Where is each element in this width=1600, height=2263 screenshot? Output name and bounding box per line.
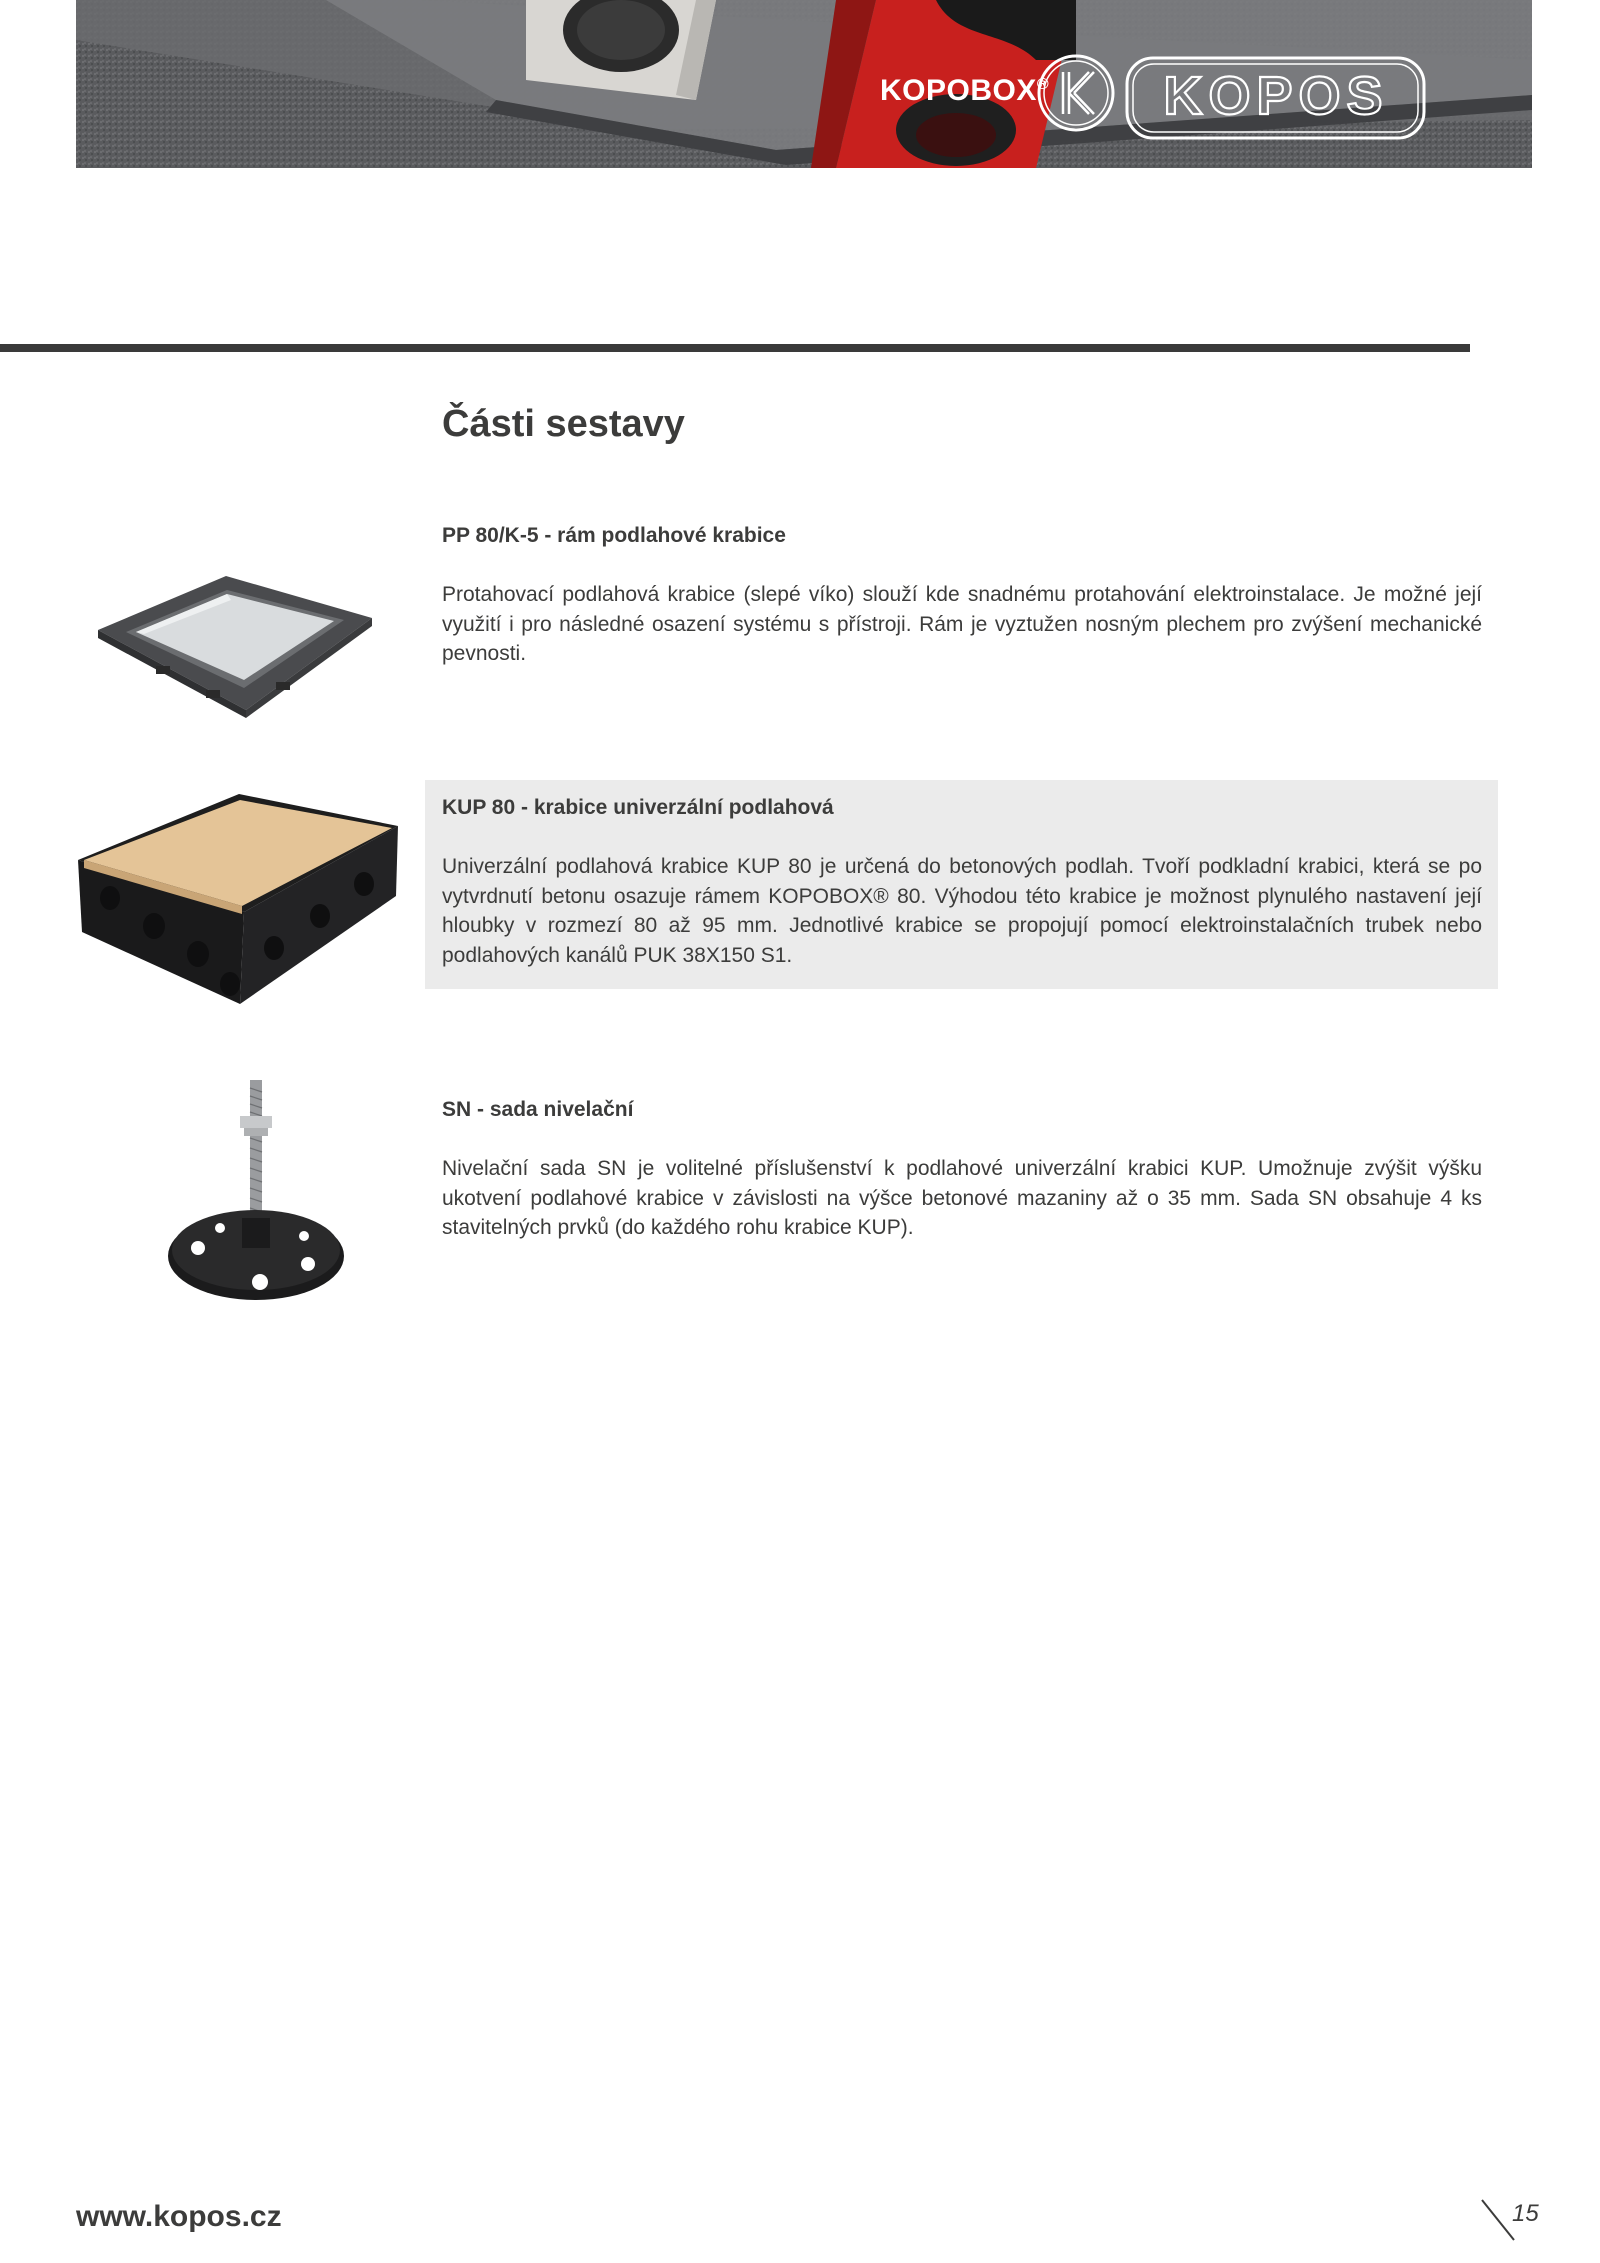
product-title-kup80: KUP 80 - krabice univerzální podlahová (442, 796, 834, 819)
brand-name: KOPOBOX® (880, 74, 1050, 107)
frame-pp80-image (96, 570, 376, 720)
product-description-pp80: Protahovací podlahová krabice (slepé víko) slouží kde snadnému protahování elektroinstalace. Je možné její využití i pro následné osazení systému s přístroji. Rám je vyztužen nosným plechem pro zvýšení mechanické pevnosti. (442, 583, 1482, 665)
product-description-kup80: Univerzální podlahová krabice KUP 80 je určená do betonových podlah. Tvoří podkladní krabici, která se po vytvrdnutí betonu osazuje rámem KOPOBOX® 80. Výhodou této krabice je možnost plynulého nastavení její hloubky v rozmezí 80 až 95 mm. Jednotlivé krabice se propojují pomocí elektroinstalačních trubek nebo podlahových kanálů PUK 38X150 S1. (442, 855, 1482, 967)
leveling-set-sn-image (168, 1078, 348, 1304)
section-divider (0, 344, 1470, 352)
product-description-sn: Nivelační sada SN je volitelné příslušenství k podlahové univerzální krabici KUP. Umožnuje zvýšit výšku ukotvení podlahové krabice v závislosti na výšce betonové mazaniny až o 35 mm. Sada SN obsahuje 4 ks stavitelných prvků (do každého rohu krabice KUP). (442, 1157, 1482, 1239)
page-title: Části sestavy (442, 403, 685, 445)
page-number-slash-icon (1480, 2198, 1516, 2242)
header-banner (76, 0, 1532, 168)
banner-photo (76, 0, 1532, 168)
svg-text:KOPOS: KOPOS (1163, 66, 1389, 126)
product-title-pp80: PP 80/K-5 - rám podlahové krabice (442, 524, 786, 547)
product-title-sn: SN - sada nivelační (442, 1098, 634, 1121)
page-number: 15 (1512, 2200, 1539, 2227)
footer-website-link[interactable]: www.kopos.cz (76, 2200, 282, 2233)
box-kup80-image (74, 792, 404, 1012)
